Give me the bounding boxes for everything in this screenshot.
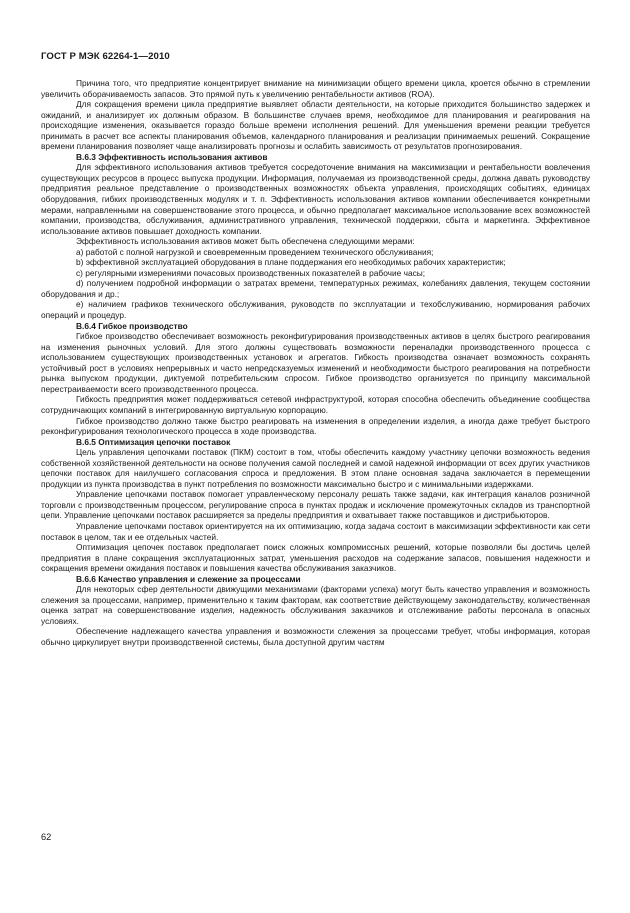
paragraph: Обеспечение надлежащего качества управления и возможности слежения за процессами требует, чтобы информация, которая обычно циркулирует внутри производственной системы, была доступной другим частям (41, 626, 590, 647)
list-item: d) получением подробной информации о затратах времени, температурных режимах, колебаниях давления, текущем состоянии оборудования и др.; (41, 278, 590, 299)
page-number: 62 (41, 832, 52, 842)
paragraph: Для сокращения времени цикла предприятие выявляет области деятельности, на которые приходится большинство задержек и ожиданий, и анализирует их должным образом. В большинстве случаев время, необходимое для планирования и реагирования на происходящие изменения, оказывается гораздо больше времени исполнения решений. Для уменьшения времени реакции требуется принимать в расчет все аспекты планирования объемов, календарного планирования и реализации принимаемых решений. Сокращение времени планирования позволяет чаще анализировать прогнозы и ослабить зависимость от результатов прогнозирования. (41, 99, 590, 152)
paragraph: Гибкое производство обеспечивает возможность реконфигурирования производственных активов в целях быстрого реагирования на изменения рыночных условий. Для этого должны существовать возможности переналадки производственного процесса с использованием существующих производственных установок и агрегатов. Гибкость производства означает возможность сохранять устойчивый рост в условиях непрерывных и часто непредсказуемых изменений и необходимости быстрого реагирования на потребности рынка выпуском продукции, диктуемой потребительским спросом. Гибкое производство организуется по принципу максимальной перестраиваемости всего производственного процесса. (41, 331, 590, 394)
document-body (41, 78, 590, 648)
paragraph: Управление цепочками поставок ориентируется на их оптимизацию, когда задача состоит в максимизации эффективности как сети поставок в целом, так и ее отдельных частей. (41, 520, 590, 542)
section-heading: В.6.4 Гибкое производство (76, 320, 188, 331)
list-item: e) наличием графиков технического обслуживания, руководств по эксплуатации и техобслуживанию, нормирования рабочих операций и процедур. (41, 299, 590, 321)
paragraph: Для эффективного использования активов требуется сосредоточение внимания на максимизации и рентабельности вовлечения существующих ресурсов в процесс выпуска продукции. Информация, получаемая из производственной среды, должна давать руководству предприятия реальное представление о производственных возможностях объекта управления, происходящих событиях, единицах оборудования, гибких производственных модулях и т. п. Эффективность использования активов компании обеспечивается конкретными мерами, направленными на совершенствование этого процесса, и обычно предполагает максимальное использование всех возможностей компании, производства, обслуживания, административного управления, технической поддержки, сбыта и маркетинга. Эффективное использование активов повышает доходность компании. (41, 162, 590, 236)
paragraph: Гибкость предприятия может поддерживаться сетевой инфраструктурой, которая способна обеспечить объединение сообщества сотрудничающих компаний в интегрированную виртуальную корпорацию. (41, 394, 590, 415)
paragraph: Гибкое производство должно также быстро реагировать на изменения в определении изделия, а иногда даже требует быстрого реконфигурирования технологического процесса в ходе производства. (41, 415, 590, 437)
paragraph: Для некоторых сфер деятельности движущими механизмами (факторами успеха) могут быть качество управления и возможность слежения за процессами, например, применительно к таким факторам, как соответствие действующему законодательству, количественная оценка затрат на совершенствование изделия, надежность обслуживания заказчиков и отслеживание работы персонала в опасных условиях. (41, 584, 590, 626)
list-item: c) регулярными измерениями почасовых производственных показателей в рабочие часы; (76, 267, 426, 278)
section-heading: В.6.5 Оптимизация цепочки поставок (76, 436, 231, 447)
list-item: b) эффективной эксплуатацией оборудования в плане поддержания его необходимых рабочих характеристик; (76, 257, 506, 268)
paragraph: Причина того, что предприятие концентрирует внимание на минимизации общего времени цикла, кроется обычно в стремлении увеличить оборачиваемость запасов. Это прямой путь к увеличению рентабельности активов (ROA). (41, 78, 590, 99)
list-item: a) работой с полной нагрузкой и своевременным проведением технического обслуживания; (76, 246, 434, 257)
paragraph: Эффективность использования активов может быть обеспечена следующими мерами: (76, 236, 415, 247)
paragraph: Цель управления цепочками поставок (ПКМ) состоит в том, чтобы обеспечить каждому участнику цепочки возможность ведения собственной хозяйственной деятельности на основе получения самой последней и самой надежной информации от всех других участников цепочки поставок для наилучшего согласования спроса и предложения. В этом плане основная задача заключается в перемещении продукции из пункта производства в пункт потребления по возможности максимально быстро и с минимальными издержками. (41, 447, 590, 489)
section-heading: В.6.3 Эффективность использования активов (76, 151, 268, 162)
paragraph: Управление цепочками поставок помогает управленческому персоналу решать также задачи, как интеграция каналов розничной торговли с производственным процессом, регулирование спроса в пунктах продаж и исключение промежуточных складов из транспортной цепи. Управление цепочками поставок расширяется за пределы предприятия и охватывает также поставщиков и дистрибьюторов. (41, 489, 590, 521)
paragraph: Оптимизация цепочек поставок предполагает поиск сложных компромиссных решений, которые позволяли бы достичь целей предприятия в плане сокращения эксплуатационных затрат, уменьшения расходов на содержание запасов, повышения надежности и сокращения времени ожидания поставок и повышения качества обслуживания заказчиков. (41, 542, 590, 574)
page-header: ГОСТ Р МЭК 62264-1—2010 (41, 51, 170, 62)
section-heading: В.6.6 Качество управления и слежение за процессами (76, 573, 301, 584)
